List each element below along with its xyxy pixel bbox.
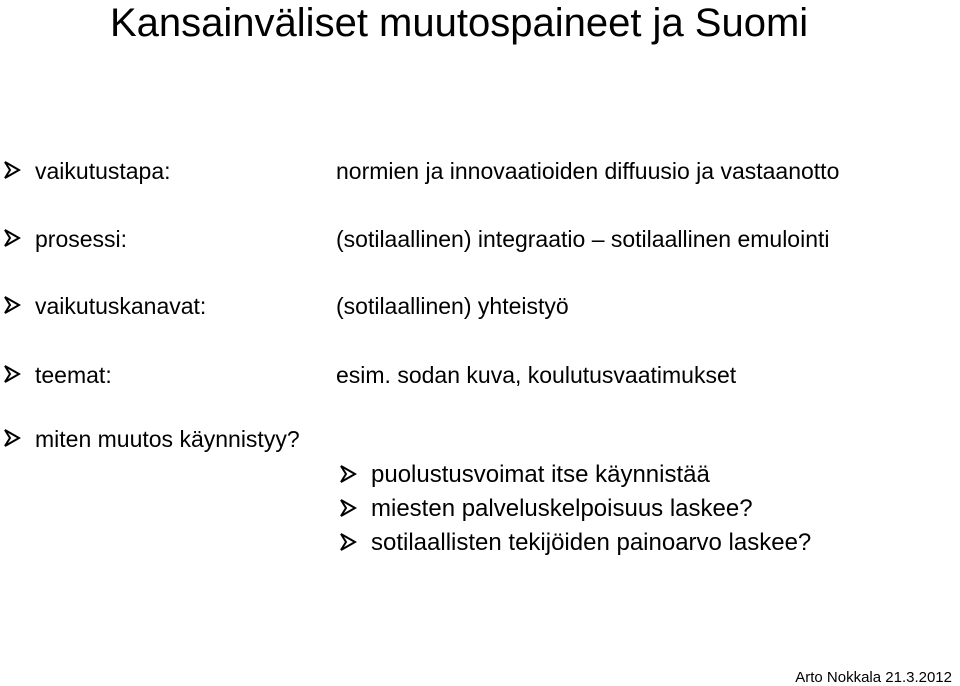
row-value-vaikutustapa: normien ja innovaatioiden diffuusio ja vastaanotto — [336, 158, 840, 184]
question-text: miten muutos käynnistyy? — [35, 426, 300, 452]
footer-credit: Arto Nokkala 21.3.2012 — [795, 669, 952, 686]
arrow-bullet-icon — [2, 428, 22, 448]
row-label-prosessi: prosessi: — [35, 226, 128, 252]
sub-item: miesten palveluskelpoisuus laskee? — [371, 495, 753, 522]
arrow-bullet-icon — [338, 532, 358, 552]
row-value-vaikutuskanavat: (sotilaallinen) yhteistyö — [336, 293, 569, 319]
row-value-teemat: esim. sodan kuva, koulutusvaatimukset — [336, 362, 737, 388]
arrow-bullet-icon — [2, 160, 22, 180]
row-label-teemat: teemat: — [35, 362, 112, 388]
sub-item: sotilaallisten tekijöiden painoarvo laskee? — [371, 529, 812, 556]
arrow-bullet-icon — [338, 464, 358, 484]
slide-title: Kansainväliset muutospaineet ja Suomi — [110, 1, 809, 45]
row-value-prosessi: (sotilaallinen) integraatio – sotilaallinen emulointi — [336, 226, 830, 252]
row-label-vaikutustapa: vaikutustapa: — [35, 158, 171, 184]
arrow-bullet-icon — [2, 295, 22, 315]
arrow-bullet-icon — [2, 228, 22, 248]
arrow-bullet-icon — [338, 498, 358, 518]
arrow-bullet-icon — [2, 364, 22, 384]
sub-item: puolustusvoimat itse käynnistää — [371, 461, 710, 488]
row-label-vaikutuskanavat: vaikutuskanavat: — [35, 293, 207, 319]
